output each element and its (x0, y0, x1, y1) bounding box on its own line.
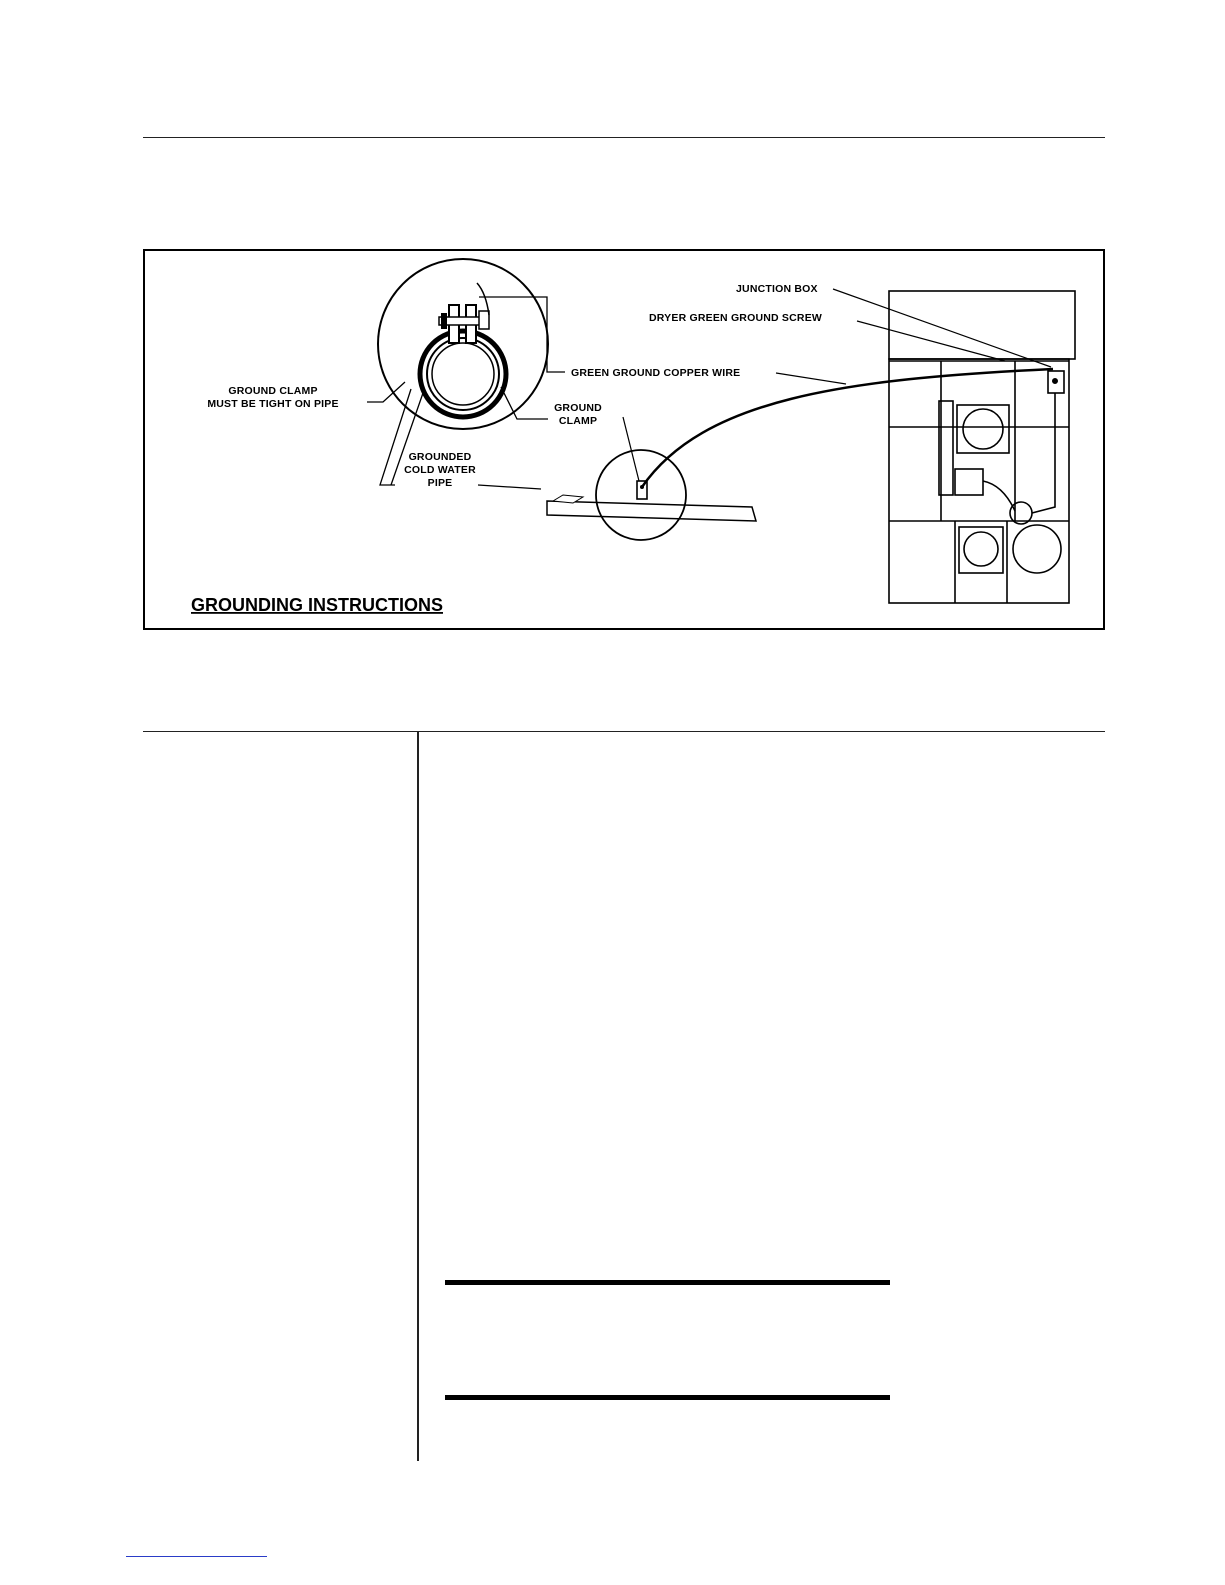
column-divider (417, 731, 419, 1461)
tight-clamp-label-line2: MUST BE TIGHT ON PIPE (207, 398, 339, 410)
pipe-label-line3: PIPE (427, 477, 453, 489)
junction-box-label: JUNCTION BOX (736, 283, 818, 295)
pipe-label-line2: COLD WATER (404, 464, 476, 476)
ground-clamp-label-line2: CLAMP (558, 415, 598, 427)
top-rule (143, 137, 1105, 138)
figure-frame (144, 250, 1104, 629)
grounding-diagram (143, 249, 1106, 632)
heavy-rule-top (445, 1280, 890, 1285)
pipe-label-line1: GROUNDED (408, 451, 472, 463)
copper-wire-label: GREEN GROUND COPPER WIRE (571, 367, 741, 379)
heavy-rule-bottom (445, 1395, 890, 1400)
grounding-figure (143, 249, 1106, 632)
footer-link-underline[interactable] (126, 1556, 267, 1557)
ground-clamp-label-line1: GROUND (554, 402, 602, 414)
section-rule (143, 731, 1105, 732)
clamp-detail-circle (378, 259, 548, 429)
ground-screw-label: DRYER GREEN GROUND SCREW (649, 312, 823, 324)
figure-caption: GROUNDING INSTRUCTIONS (191, 595, 443, 615)
tight-clamp-label-line1: GROUND CLAMP (228, 385, 318, 397)
